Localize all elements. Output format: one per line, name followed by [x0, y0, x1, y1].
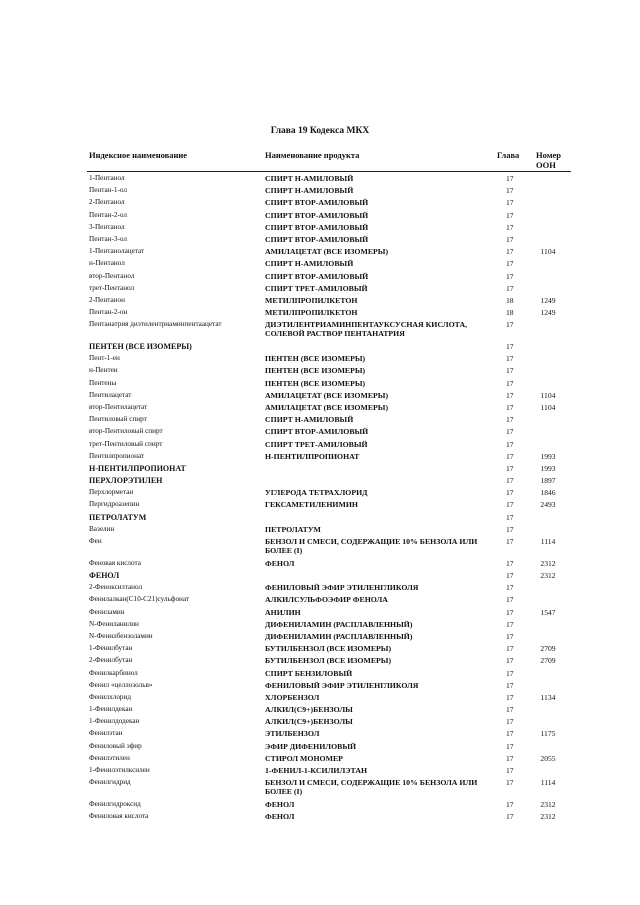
product-name-cell: СПИРТ ВТОР-АМИЛОВЫЙ — [265, 210, 369, 220]
index-name-cell: Пентан-2-он — [89, 308, 128, 317]
chapter-cell: 17 — [506, 512, 514, 522]
table-row — [0, 391, 640, 403]
un-number-cell: 1114 — [540, 778, 556, 788]
table-row — [0, 669, 640, 681]
product-name-cell: СПИРТ ВТОР-АМИЛОВЫЙ — [265, 427, 369, 437]
index-name-cell: Пентан-1-ол — [89, 186, 127, 195]
header-un-number: Номер ООН — [536, 150, 561, 170]
table-row — [0, 559, 640, 571]
index-name-cell: 1-Фенилэтилксилен — [89, 766, 150, 775]
index-name-cell: Фенилалкан(С10-С21)сульфонат — [89, 595, 190, 604]
page-title: Глава 19 Кодекса МКХ — [270, 126, 370, 136]
table-row — [0, 513, 640, 525]
table-row — [0, 717, 640, 729]
chapter-cell: 17 — [506, 476, 514, 486]
table-row — [0, 427, 640, 439]
chapter-cell: 18 — [506, 295, 514, 305]
chapter-cell: 17 — [506, 415, 514, 425]
un-number-cell: 2312 — [540, 558, 556, 568]
chapter-cell: 17 — [506, 378, 514, 388]
product-name-cell: ПЕТРОЛАТУМ — [265, 524, 321, 534]
un-number-cell: 2312 — [540, 800, 556, 810]
index-name-cell: 2-Феноксиэтанол — [89, 583, 143, 592]
product-name-cell: СПИРТ ТРЕТ-АМИЛОВЫЙ — [265, 439, 368, 449]
chapter-cell: 17 — [506, 174, 514, 183]
index-name-cell: 2-Фенилбутан — [89, 656, 133, 665]
index-name-cell: Феновая кислота — [89, 558, 141, 567]
chapter-cell: 17 — [506, 644, 514, 654]
chapter-cell: 17 — [506, 729, 514, 739]
header-product-name: Наименование продукта — [265, 150, 360, 160]
table-row — [0, 259, 640, 271]
product-name-cell: АМИЛАЦЕТАТ (ВСЕ ИЗОМЕРЫ) — [265, 247, 389, 257]
un-number-cell: 1104 — [540, 402, 556, 412]
index-name-cell: Пентилацетат — [89, 390, 132, 399]
index-name-cell: Фенилэтилен — [89, 753, 130, 762]
table-row — [0, 272, 640, 284]
chapter-cell: 17 — [506, 656, 514, 666]
table-row — [0, 800, 640, 812]
chapter-cell: 17 — [506, 766, 514, 776]
table-row — [0, 583, 640, 595]
chapter-cell: 17 — [506, 402, 514, 412]
index-name-cell: N-Фенилбензоламин — [89, 631, 153, 640]
chapter-cell: 17 — [506, 607, 514, 617]
index-name-cell: Фен — [89, 537, 102, 546]
product-name-cell: БЕНЗОЛ И СМЕСИ, СОДЕРЖАЩИЕ 10% БЕНЗОЛА ИЛИ БОЛЕЕ (I) — [265, 537, 478, 556]
chapter-cell: 17 — [506, 753, 514, 763]
chapter-cell: 17 — [506, 451, 514, 461]
table-row — [0, 571, 640, 583]
product-name-cell: БЕНЗОЛ И СМЕСИ, СОДЕРЖАЩИЕ 10% БЕНЗОЛА ИЛИ БОЛЕЕ (I) — [265, 778, 478, 797]
table-row — [0, 476, 640, 488]
chapter-cell: 17 — [506, 427, 514, 437]
un-number-cell: 1114 — [540, 537, 556, 547]
table-row — [0, 320, 640, 342]
index-name-cell: ПЕРХЛОРЭТИЛЕН — [89, 476, 163, 486]
table-row — [0, 778, 640, 800]
table-row — [0, 632, 640, 644]
chapter-cell: 17 — [506, 631, 514, 641]
chapter-cell: 17 — [506, 705, 514, 715]
table-row — [0, 403, 640, 415]
chapter-cell: 17 — [506, 234, 514, 244]
chapter-cell: 17 — [506, 800, 514, 810]
index-name-cell: 2-Пентанон — [89, 295, 125, 304]
product-name-cell: АЛКИЛ(С9+)БЕНЗОЛЫ — [265, 705, 353, 715]
table-row — [0, 705, 640, 717]
index-name-cell: Пентан-2-ол — [89, 210, 127, 219]
header-chapter: Глава — [497, 150, 520, 160]
product-name-cell: БУТИЛБЕНЗОЛ (ВСЕ ИЗОМЕРЫ) — [265, 656, 392, 666]
table-row — [0, 174, 640, 186]
index-name-cell: Фенил «целлозольв» — [89, 680, 153, 689]
un-number-cell: 1104 — [540, 247, 556, 257]
index-name-cell: Фениловый эфир — [89, 741, 142, 750]
table-row — [0, 440, 640, 452]
product-name-cell: ХЛОРБЕНЗОЛ — [265, 692, 320, 702]
product-name-cell: ПЕНТЕН (ВСЕ ИЗОМЕРЫ) — [265, 366, 366, 376]
un-number-cell: 2709 — [540, 644, 556, 654]
chapter-cell: 17 — [506, 198, 514, 208]
index-name-cell: трет-Пентанол — [89, 283, 135, 292]
product-name-cell: ПЕНТЕН (ВСЕ ИЗОМЕРЫ) — [265, 354, 366, 364]
un-number-cell: 1846 — [540, 488, 556, 498]
table-row — [0, 211, 640, 223]
header-index-name: Индексное наименование — [89, 150, 188, 160]
index-name-cell: Фениловая кислота — [89, 812, 149, 821]
chapter-cell: 17 — [506, 741, 514, 751]
index-name-cell: Перхлорметан — [89, 488, 134, 497]
chapter-cell: 17 — [506, 283, 514, 293]
un-number-cell: 2312 — [540, 812, 556, 822]
index-name-cell: Фенилгидроксид — [89, 800, 141, 809]
product-name-cell: ФЕНИЛОВЫЙ ЭФИР ЭТИЛЕНГЛИКОЛЯ — [265, 680, 419, 690]
product-name-cell: ДИЭТИЛЕНТРИАМИНПЕНТАУКСУСНАЯ КИСЛОТА, СОЛЕВОЙ РАСТВОР ПЕНТАНАТРИЯ — [265, 320, 468, 339]
table-row — [0, 488, 640, 500]
index-name-cell: Вазелин — [89, 524, 115, 533]
product-name-cell: СПИРТ ВТОР-АМИЛОВЫЙ — [265, 222, 369, 232]
chapter-cell: 17 — [506, 524, 514, 534]
product-name-cell: СПИРТ ВТОР-АМИЛОВЫЙ — [265, 234, 369, 244]
table-row — [0, 247, 640, 259]
product-name-cell: БУТИЛБЕНЗОЛ (ВСЕ ИЗОМЕРЫ) — [265, 644, 392, 654]
table-row — [0, 608, 640, 620]
product-name-cell: ФЕНИЛОВЫЙ ЭФИР ЭТИЛЕНГЛИКОЛЯ — [265, 583, 419, 593]
table-row — [0, 296, 640, 308]
table-row — [0, 644, 640, 656]
chapter-cell: 17 — [506, 439, 514, 449]
product-name-cell: СПИРТ Н-АМИЛОВЫЙ — [265, 259, 354, 269]
chapter-cell: 17 — [506, 366, 514, 376]
chapter-cell: 17 — [506, 558, 514, 568]
un-number-cell: 1104 — [540, 390, 556, 400]
table-row — [0, 656, 640, 668]
index-name-cell: 2-Пентанол — [89, 198, 125, 207]
un-number-cell: 2055 — [540, 753, 556, 763]
index-name-cell: трет-Пентиловый спирт — [89, 439, 163, 448]
product-name-cell: СПИРТ ТРЕТ-АМИЛОВЫЙ — [265, 283, 368, 293]
chapter-cell: 17 — [506, 680, 514, 690]
product-name-cell: АЛКИЛСУЛЬФОЭФИР ФЕНОЛА — [265, 595, 388, 605]
table-row — [0, 742, 640, 754]
table-row — [0, 620, 640, 632]
index-name-cell: Фенилкарбинол — [89, 668, 138, 677]
un-number-cell: 1993 — [540, 463, 556, 473]
index-name-cell: Пентиловый спирт — [89, 415, 147, 424]
chapter-cell: 17 — [506, 595, 514, 605]
index-name-cell: н-Пентанол — [89, 259, 125, 268]
table-row — [0, 452, 640, 464]
product-name-cell: ФЕНОЛ — [265, 558, 295, 568]
index-name-cell: Пентилпропионат — [89, 451, 145, 460]
table-row — [0, 342, 640, 354]
product-name-cell: СПИРТ Н-АМИЛОВЫЙ — [265, 186, 354, 196]
table-row — [0, 500, 640, 512]
table-row — [0, 525, 640, 537]
index-name-cell: 1-Пентанол — [89, 174, 125, 182]
index-name-cell: ПЕТРОЛАТУМ — [89, 512, 147, 522]
un-number-cell: 2312 — [540, 571, 556, 581]
index-name-cell: Пентены — [89, 378, 117, 387]
index-name-cell: втор-Пентанол — [89, 271, 135, 280]
table-row — [0, 681, 640, 693]
chapter-cell: 17 — [506, 717, 514, 727]
chapter-cell: 18 — [506, 308, 514, 318]
product-name-cell: АМИЛАЦЕТАТ (ВСЕ ИЗОМЕРЫ) — [265, 402, 389, 412]
product-name-cell: АЛКИЛ(С9+)БЕНЗОЛЫ — [265, 717, 353, 727]
index-name-cell: ФЕНОЛ — [89, 571, 120, 581]
table-row — [0, 235, 640, 247]
product-name-cell: ДИФЕНИЛАМИН (РАСПЛАВЛЕННЫЙ) — [265, 631, 413, 641]
chapter-cell: 17 — [506, 210, 514, 220]
table-row — [0, 379, 640, 391]
product-name-cell: Н-ПЕНТИЛПРОПИОНАТ — [265, 451, 360, 461]
chapter-cell: 17 — [506, 778, 514, 788]
table-row — [0, 812, 640, 824]
index-name-cell: втор-Пентиловый спирт — [89, 427, 163, 436]
index-name-cell: Фенилэтан — [89, 729, 123, 738]
index-name-cell: 1-Фенилдекан — [89, 705, 133, 714]
index-name-cell: н-Пентен — [89, 366, 118, 375]
un-number-cell: 2493 — [540, 500, 556, 510]
table-row — [0, 537, 640, 559]
index-name-cell: N-Фениланилин — [89, 619, 139, 628]
index-name-cell: Пентан-3-ол — [89, 234, 127, 243]
chapter-cell: 17 — [506, 537, 514, 547]
index-name-cell: ПЕНТЕН (ВСЕ ИЗОМЕРЫ) — [89, 342, 192, 352]
product-name-cell: УГЛЕРОДА ТЕТРАХЛОРИД — [265, 488, 368, 498]
table-row — [0, 223, 640, 235]
un-number-cell: 1134 — [540, 692, 556, 702]
product-name-cell: МЕТИЛПРОПИЛКЕТОН — [265, 308, 358, 318]
product-name-cell: ДИФЕНИЛАМИН (РАСПЛАВЛЕННЫЙ) — [265, 619, 413, 629]
product-name-cell: ЭФИР ДИФЕНИЛОВЫЙ — [265, 741, 357, 751]
chapter-cell: 17 — [506, 354, 514, 364]
un-number-cell: 1897 — [540, 476, 556, 486]
un-number-cell: 1249 — [540, 308, 556, 318]
index-name-cell: Н-ПЕНТИЛПРОПИОНАТ — [89, 463, 186, 473]
chapter-cell: 17 — [506, 271, 514, 281]
product-name-cell: МЕТИЛПРОПИЛКЕТОН — [265, 295, 358, 305]
table-row — [0, 464, 640, 476]
table-row — [0, 198, 640, 210]
chapter-cell: 17 — [506, 259, 514, 269]
chapter-cell: 17 — [506, 488, 514, 498]
un-number-cell: 1249 — [540, 295, 556, 305]
index-name-cell: Фенилхлорид — [89, 692, 132, 701]
product-name-cell: ПЕНТЕН (ВСЕ ИЗОМЕРЫ) — [265, 378, 366, 388]
index-name-cell: 1-Фенилдодекан — [89, 717, 140, 726]
index-name-cell: 3-Пентанол — [89, 222, 125, 231]
product-name-cell: ФЕНОЛ — [265, 800, 295, 810]
un-number-cell: 1175 — [540, 729, 556, 739]
index-name-cell: втор-Пентилацетат — [89, 402, 148, 411]
chapter-cell: 17 — [506, 247, 514, 257]
chapter-cell: 17 — [506, 222, 514, 232]
table-row — [0, 415, 640, 427]
chapter-cell: 17 — [506, 186, 514, 196]
product-name-cell: 1-ФЕНИЛ-1-КСИЛИЛЭТАН — [265, 766, 368, 776]
index-name-cell: Фениламин — [89, 607, 125, 616]
chapter-cell: 17 — [506, 342, 514, 352]
product-name-cell: ФЕНОЛ — [265, 812, 295, 822]
product-name-cell: СПИРТ Н-АМИЛОВЫЙ — [265, 415, 354, 425]
index-name-cell: 1-Фенилбутан — [89, 644, 133, 653]
chapter-cell: 17 — [506, 812, 514, 822]
chapter-cell: 17 — [506, 692, 514, 702]
chapter-cell: 17 — [506, 320, 514, 330]
table-row — [0, 729, 640, 741]
table-row — [0, 284, 640, 296]
table-row — [0, 693, 640, 705]
index-table — [0, 174, 640, 824]
index-name-cell: Пент-1-ен — [89, 354, 120, 363]
product-name-cell: АНИЛИН — [265, 607, 301, 617]
header-divider — [87, 171, 571, 172]
un-number-cell: 2709 — [540, 656, 556, 666]
table-row — [0, 366, 640, 378]
chapter-cell: 17 — [506, 668, 514, 678]
chapter-cell: 17 — [506, 463, 514, 473]
table-row — [0, 595, 640, 607]
chapter-cell: 17 — [506, 583, 514, 593]
index-name-cell: Пентанатрия диэтилентриаминпентаацетат — [89, 320, 222, 329]
un-number-cell: 1547 — [540, 607, 556, 617]
product-name-cell: СПИРТ ВТОР-АМИЛОВЫЙ — [265, 271, 369, 281]
product-name-cell: АМИЛАЦЕТАТ (ВСЕ ИЗОМЕРЫ) — [265, 390, 389, 400]
table-row — [0, 754, 640, 766]
index-name-cell: Пергидроазепин — [89, 500, 140, 509]
un-number-cell: 1993 — [540, 451, 556, 461]
table-row — [0, 354, 640, 366]
chapter-cell: 17 — [506, 500, 514, 510]
product-name-cell: СПИРТ ВТОР-АМИЛОВЫЙ — [265, 198, 369, 208]
chapter-cell: 17 — [506, 619, 514, 629]
table-row — [0, 766, 640, 778]
chapter-cell: 17 — [506, 390, 514, 400]
index-name-cell: 1-Пентанолацетат — [89, 247, 145, 256]
product-name-cell: СТИРОЛ МОНОМЕР — [265, 753, 343, 763]
product-name-cell: СПИРТ БЕНЗИЛОВЫЙ — [265, 668, 353, 678]
product-name-cell: СПИРТ Н-АМИЛОВЫЙ — [265, 174, 354, 183]
chapter-cell: 17 — [506, 571, 514, 581]
table-row — [0, 308, 640, 320]
product-name-cell: ЭТИЛБЕНЗОЛ — [265, 729, 320, 739]
product-name-cell: ГЕКСАМЕТИЛЕНИМИН — [265, 500, 358, 510]
index-name-cell: Фенилгидрид — [89, 778, 131, 787]
table-row — [0, 186, 640, 198]
